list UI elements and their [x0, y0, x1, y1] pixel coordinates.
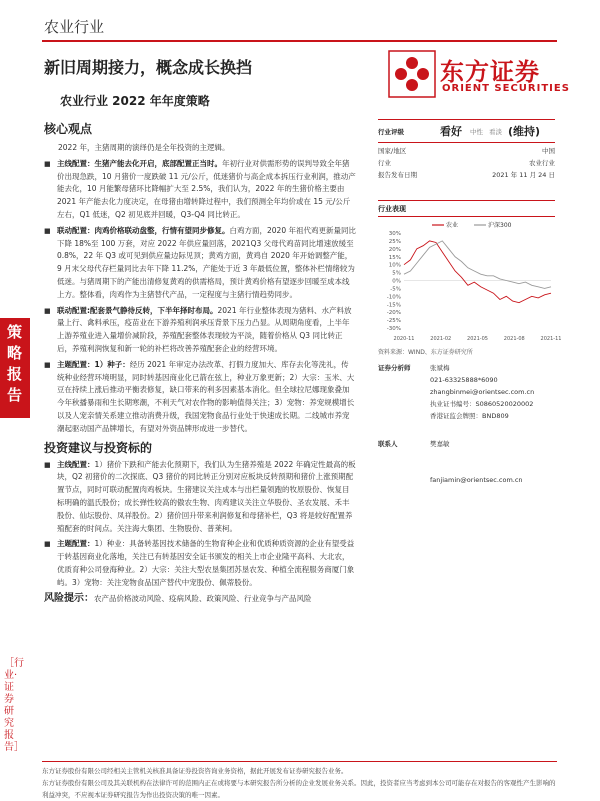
side-label: ［行业·证券研究报告］ [4, 658, 24, 753]
cert-label: 执业证书编号： [430, 400, 476, 408]
chart-title: 行业表现 [378, 205, 406, 213]
analyst-role: 证券分析师 [378, 364, 411, 372]
legend-label-1: 沪深300 [488, 222, 512, 229]
core-intro: 2022 年，主猪周期的演绎仍是全年投资的主逻辑。 [58, 143, 230, 152]
core-point-2-lead: 联动配置：肉鸡价格联动盘整，行情有望同步修复。 [57, 225, 230, 235]
y-tick-label: -30% [386, 326, 401, 332]
y-tick-label: 0% [392, 278, 401, 285]
y-tick-label: 5% [392, 270, 401, 277]
invest-point-1: ■ 主线配置：1）猪价下跌和产能去化预期下，我们认为生猪养殖是 2022 年确定性最高的板块，Q2 初猪价的二次探底、Q3 猪价的同比转正分别对应板块反转预期和猪价上涨预期配置节点，同时可联动配置肉鸡板块。生猪建议关注成本与出栏量领跑的牧原股份、恢复目标明确的温氏股份；成长弹性较高的傲农生物、肉鸡建议关注立华股份、圣农发展、禾丰股份、仙坛股份、凤祥股份。2）猪价回升带来利润修复和母猪补栏，Q3 将是较好配置养殖配套的时间点。关注海大集团、生物股份、普莱柯。 [44, 459, 356, 533]
analyst-tel: 021-63325888*6090 [430, 376, 498, 384]
analyst-name: 张斌梅 [430, 364, 450, 372]
rating-box [378, 119, 555, 143]
chart-section [378, 200, 562, 356]
rating-label: 行业评级 [378, 127, 404, 136]
core-point-1: ■ 主线配置：生猪产能去化开启，底部配置正当时。年初行业对供需形势的误判导致全年猪价出现急跌，10 月猪价一度跌破 11 元/公斤，低迷猪价与高企成本拆压行业利润，推动产能去化，10 月能繁母猪环比降幅扩大至 2.5%，我们认为，2022 年的生猪价格主要由 2021 年产能去化力度决定，在母猪由增转降过程中，我们预测全年均价或在 15 元/公斤左右，Q1 低迷，Q2 初见底并回暖，Q3-Q4 同比转正。 [44, 158, 356, 219]
y-tick-label: -10% [386, 294, 401, 301]
report-info [378, 145, 555, 181]
rating-value: 看好 [440, 125, 462, 138]
orient-logo-icon [388, 50, 436, 98]
risk-lead: 风险提示： [44, 592, 94, 604]
header-divider [42, 40, 557, 42]
chart-source: 资料来源：WIND、东方证券研究所 [378, 349, 473, 356]
info-row-date: 报告发布日期 2021 年 11 月 24 日 [378, 171, 555, 179]
disclaimer-footer [42, 761, 557, 801]
y-tick-label: 15% [388, 254, 401, 261]
core-point-1-body: 年初行业对供需形势的误判导致全年猪价出现急跌，10 月猪价一度跌破 11 元/公斤，低迷猪价与高企成本拆压行业利润，推动产能去化，10 月能繁母猪环比降幅扩大至 2.5%，我们认为，2022 年的生猪价格主要由 2021 年产能去化力度决定，在母猪由增转降过程中，我们预测全年均价或在 15 元/公斤左右，Q1 低迷，Q2 初见底并回暖，Q3-Q4 同比转正。 [57, 158, 356, 219]
core-point-2: ■ 联动配置：肉鸡价格联动盘整，行情有望同步修复。白鸡方面，2020 年祖代鸡更新量同比下降 18%至 100 万套，对应 2022 年供应量回落，2021Q3 父母代鸡苗同比增速放缓至 0.8%，22 年 Q3 或可见到供应量边际见顶；黄鸡方面，黄鸡自 2020 年开始调整产能，9 月末父母代存栏量同比去年下降 11.2%，产能处于近 3 年最低位置，整体补栏情绪较为低迷。与猪周期下的产能出清修复黄鸡的供需格局，预计黄鸡价格有望逐步回暖至成本线上方。整体看，肉鸡作为主猪替代产品，一定程度与主猪行情趋势同步。 [44, 225, 356, 299]
contact-name: 樊嘉敏 [430, 440, 450, 448]
hk-license-label: 香港证监会牌照： [430, 412, 482, 420]
logo-text-en: ORIENT SECURITIES [442, 83, 570, 94]
hk-license: BND809 [482, 412, 509, 420]
y-tick-label: 25% [388, 238, 401, 245]
report-type-label: 策略报告 [7, 323, 23, 404]
risk-note [44, 593, 356, 606]
series-line-0 [404, 241, 551, 303]
x-tick-label: 2020-11 [393, 336, 415, 342]
rating-keep: (维持) [508, 125, 541, 138]
invest-point-1-body: 1）猪价下跌和产能去化预期下，我们认为生猪养殖是 2022 年确定性最高的板块，Q2 初猪价的二次探底、Q3 猪价的同比转正分别对应板块反转预期和猪价上涨预期配置节点，同时可联动配置肉鸡板块。生猪建议关注成本与出栏量领跑的牧原股份、恢复目标明确的温氏股份；成长弹性较高的傲农生物、肉鸡建议关注立华股份、圣农发展、禾丰股份、仙坛股份、凤祥股份。2）猪价回升带来利润修复和母猪补栏，Q3 将是较好配置养殖配套的时间点。关注海大集团、生物股份、普莱柯。 [57, 459, 356, 533]
y-tick-label: 30% [388, 231, 401, 237]
series-line-1 [404, 241, 551, 289]
rating-mid: 中性 [470, 127, 483, 136]
y-tick-label: -25% [386, 318, 401, 325]
y-tick-label: -20% [386, 310, 401, 317]
report-subtitle: 农业行业 2022 年年度策略 [60, 94, 210, 108]
core-point-1-lead: 主线配置：生猪产能去化开启，底部配置正当时。 [57, 158, 222, 168]
sector-label: 农业行业 [44, 18, 105, 36]
disclaimer-line-2: 东方证券股份有限公司及其关联机构在法律许可的范围内正在或将要与本研究报告所分析的企业发展业务关系。因此，投资者应当考虑到本公司可能存在对报告的客观性产生影响的利益冲突，不应视本证券研究报告为作出投资决策的唯一因素。 [42, 779, 556, 799]
contact-email[interactable]: fanjiamin@orientsec.com.cn [430, 476, 523, 484]
x-tick-label: 2021-02 [430, 336, 452, 342]
rating-low: 看淡 [489, 127, 502, 136]
y-tick-label: 10% [388, 262, 401, 269]
legend-label-0: 农业 [446, 222, 459, 229]
invest-point-2-lead: 主题配置： [57, 539, 95, 549]
invest-point-2: ■ 主题配置：1）种业：具备转基因技术储备的生物育种企业和优质种质资源的企业有望受益于转基因商业化落地，关注已有转基因安全证书颁发的相关上市企业隆平高科、大北农，优质育种公司登海种业。2）大宗：关注大型农垦集团苏垦农发、种植全流程服务商厦门象屿。3）宠物：关注宠物食品国产替代中宠股份、佩蒂股份。 [44, 539, 355, 587]
performance-chart [378, 219, 562, 344]
x-tick-label: 2021-11 [540, 336, 562, 342]
cert-number: S0860520020002 [475, 400, 534, 408]
invest-point-1-lead: 主线配置： [57, 459, 95, 469]
core-point-4-lead: 主题配置：1）种子： [57, 359, 130, 369]
invest-point-2-body: 1）种业：具备转基因技术储备的生物育种企业和优质种质资源的企业有望受益于转基因商业化落地，关注已有转基因安全证书颁发的相关上市企业隆平高科、大北农，优质育种公司登海种业。2）大宗：关注大型农垦集团苏垦农发、种植全流程服务商厦门象屿。3）宠物：关注宠物食品国产替代中宠股份、佩蒂股份。 [57, 539, 355, 587]
core-point-3: ■ 联动配置:配套景气静待反转，下半年择时布局。2021 年行业整体表现为猪料、水产料放量上行、禽料承压，疫苗业在下游养殖利润承压背景下压力凸显。从周期角度看，上半年上游养殖业进入量增价减阶段，养殖配套整体表现较为平淡，随着价格从 Q3 同比转正后，养殖利润恢复和新一轮的补栏将改善养殖配套企业的经营环境。 [44, 305, 352, 353]
risk-body: 农产品价格波动风险、疫病风险、政策风险、行业竞争与产品风险 [94, 593, 312, 603]
core-point-4-body: 经历 2021 年审定办法改革、打假力度加大、库存去化等洗礼，传统种业经营环境明显，同时转基因商业化已箭在弦上，种业万象更新；2）大宗：玉米、大豆在持续上涨后推动平衡表修复，缺口带来的利多因素基本消化。但全球拉尼娜现象叠加今年秋播暴雨和生长期寒潮，不利天气对农作物的影响值得关注；3）宠物：养宠规模增长以及人宠亲情关系建立推动消费升级，我国宠物食品行业处于快速成长期。二线城市养宠潮起驱动国产品牌增长，有望对外资品牌形成进一步替代。 [57, 359, 355, 433]
core-heading: 核心观点 [44, 122, 93, 136]
x-tick-label: 2021-08 [503, 336, 525, 342]
disclaimer-line-1: 东方证券股份有限公司经相关主管机关核准具备证券投资咨询业务资格，据此开展发布证券研究报告业务。 [42, 767, 348, 775]
core-point-2-body: 白鸡方面，2020 年祖代鸡更新量同比下降 18%至 100 万套，对应 2022 年供应量回落，2021Q3 父母代鸡苗同比增速放缓至 0.8%，22 年 Q3 或可见到供应量边际见顶；黄鸡方面，黄鸡自 2020 年开始调整产能，9 月末父母代存栏量同比去年下降 11.2%，产能处于近 3 年最低位置，整体补栏情绪较为低迷。与猪周期下的产能出清修复黄鸡的供需格局，预计黄鸡价格有望逐步回暖至成本线上方。整体看，肉鸡作为主猪替代产品，一定程度与主猪行情趋势同步。 [57, 225, 356, 299]
logo-text-cn: 东方证券 [440, 58, 540, 86]
analyst-block [378, 362, 555, 486]
analyst-email[interactable]: zhangbinmei@orientsec.com.cn [430, 388, 535, 396]
core-point-3-lead: 联动配置:配套景气静待反转，下半年择时布局。 [57, 305, 218, 315]
info-row-industry: 行业 农业行业 [378, 159, 555, 167]
report-title: 新旧周期接力，概念成长换挡 [44, 58, 253, 77]
core-point-3-body: 2021 年行业整体表现为猪料、水产料放量上行、禽料承压，疫苗业在下游养殖利润承压背景下压力凸显。从周期角度看，上半年上游养殖业进入量增价减阶段，养殖配套整体表现较为平淡，随着价格从 Q3 同比转正后，养殖利润恢复和新一轮的补栏将改善养殖配套企业的经营环境。 [57, 305, 352, 353]
y-tick-label: -5% [390, 286, 401, 293]
info-row-region: 国家/地区 中国 [378, 147, 555, 155]
y-tick-label: -15% [386, 302, 401, 309]
core-point-4: ■ 主题配置：1）种子：经历 2021 年审定办法改革、打假力度加大、库存去化等洗礼，传统种业经营环境明显，同时转基因商业化已箭在弦上，种业万象更新；2）大宗：玉米、大豆在持续上涨后推动平衡表修复，缺口带来的利多因素基本消化。但全球拉尼娜现象叠加今年秋播暴雨和生长期寒潮，不利天气对农作物的影响值得关注；3）宠物：养宠规模增长以及人宠亲情关系建立推动消费升级，我国宠物食品行业处于快速成长期。二线城市养宠潮起驱动国产品牌增长，有望对外资品牌形成进一步替代。 [44, 359, 355, 433]
contact-role: 联系人 [378, 440, 398, 448]
invest-heading: 投资建议与投资标的 [44, 440, 153, 455]
core-section [44, 120, 356, 608]
x-tick-label: 2021-05 [467, 336, 488, 342]
y-tick-label: 20% [388, 246, 401, 253]
